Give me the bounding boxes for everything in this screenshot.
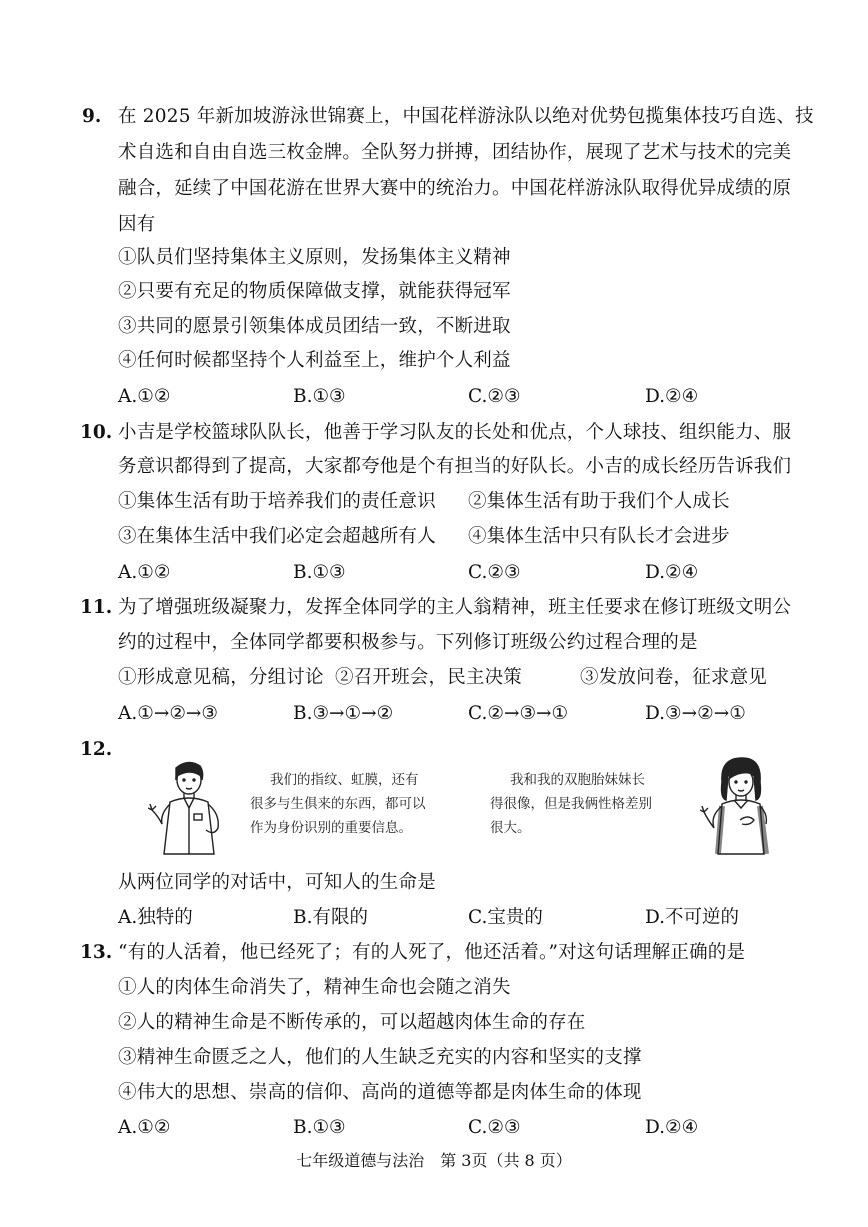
- statement-item: ③精神生命匮乏之人，他们的人生缺乏充实的内容和坚实的支撑: [118, 1047, 642, 1068]
- statement-item: ②只要有充足的物质保障做支撑，就能获得冠军: [118, 281, 511, 302]
- option-b: B.①③: [293, 386, 346, 407]
- answer-options: [118, 561, 758, 585]
- option-d: D.②④: [645, 562, 699, 583]
- speech-text-right: 我和我的双胞胎妹妹长: [510, 772, 645, 788]
- answer-options: [118, 702, 758, 726]
- statement-item: ①队员们坚持集体主义原则，发扬集体主义精神: [118, 247, 511, 268]
- option-a: A.①②: [118, 1117, 171, 1138]
- question-stem-line: 小吉是学校篮球队队长，他善于学习队友的长处和优点，个人球技、组织能力、服: [118, 422, 792, 443]
- statement-item: ③发放问卷，征求意见: [580, 667, 768, 688]
- option-b: B.③→①→②: [293, 703, 394, 724]
- question-number: 9.: [82, 106, 102, 127]
- statement-item: ③共同的愿景引领集体成员团结一致，不断进取: [118, 316, 511, 337]
- speech-text-left: 很多与生俱来的东西，都可以: [250, 796, 426, 812]
- option-c: C.②③: [468, 1117, 521, 1138]
- statement-item: ①形成意见稿，分组讨论: [118, 667, 324, 688]
- option-b: B.有限的: [293, 907, 368, 928]
- option-a: A.独特的: [118, 907, 193, 928]
- question-stem-line: “有的人活着，他已经死了；有的人死了，他还活着。”对这句话理解正确的是: [118, 942, 746, 963]
- option-c: C.②③: [468, 562, 521, 583]
- question-stem-line: 在 2025 年新加坡游泳世锦赛上，中国花样游泳队以绝对优势包揽集体技巧自选、技: [118, 106, 814, 127]
- option-d: D.不可逆的: [645, 907, 740, 928]
- option-c: C.②→③→①: [468, 703, 569, 724]
- answer-options: [118, 385, 758, 409]
- statement-item: ③在集体生活中我们必定会超越所有人: [118, 526, 436, 547]
- question-number: 12.: [80, 739, 113, 760]
- option-c: C.宝贵的: [468, 907, 543, 928]
- option-d: D.②④: [645, 386, 699, 407]
- question-number: 10.: [80, 422, 113, 443]
- question-stem-line: 融合，延续了中国花游在世界大赛中的统治力。中国花样游泳队取得优异成绩的原: [118, 178, 792, 199]
- option-c: C.②③: [468, 386, 521, 407]
- page-footer: 七年级道德与法治 第 3页（共 8 页）: [296, 1151, 572, 1170]
- question-stem-line: 为了增强班级凝聚力，发挥全体同学的主人翁精神，班主任要求在修订班级文明公: [118, 597, 792, 618]
- question-stem-line: 务意识都得到了提高，大家都夸他是个有担当的好队长。小吉的成长经历告诉我们: [118, 456, 792, 477]
- speech-text-left: 作为身份识别的重要信息。: [250, 820, 412, 836]
- answer-options: [118, 906, 758, 930]
- option-a: A.①②: [118, 386, 171, 407]
- speech-text-right: 很大。: [490, 820, 531, 836]
- question-number: 11.: [80, 597, 113, 618]
- statement-item: ②人的精神生命是不断传承的，可以超越肉体生命的存在: [118, 1012, 586, 1033]
- statement-item: ②集体生活有助于我们个人成长: [468, 491, 730, 512]
- speech-text-left: 我们的指纹、虹膜，还有: [270, 772, 419, 788]
- statement-item: ④任何时候都坚持个人利益至上，维护个人利益: [118, 350, 511, 371]
- girl-illustration: [700, 754, 782, 856]
- option-b: B.①③: [293, 562, 346, 583]
- speech-text-right: 得很像，但是我俩性格差别: [490, 796, 652, 812]
- statement-item: ②召开班会，民主决策: [335, 667, 523, 688]
- statement-item: ④集体生活中只有队长才会进步: [468, 526, 730, 547]
- option-d: D.②④: [645, 1117, 699, 1138]
- question-stem-line: 术自选和自由自选三枚金牌。全队努力拼搏，团结协作，展现了艺术与技术的完美: [118, 142, 792, 163]
- question-stem-line: 约的过程中，全体同学都要积极参与。下列修订班级公约过程合理的是: [118, 632, 698, 653]
- option-b: B.①③: [293, 1117, 346, 1138]
- statement-item: ④伟大的思想、崇高的信仰、高尚的道德等都是肉体生命的体现: [118, 1082, 642, 1103]
- statement-item: ①集体生活有助于培养我们的责任意识: [118, 491, 436, 512]
- question-stem-line: 因有: [118, 214, 156, 235]
- option-a: A.①②: [118, 562, 171, 583]
- question-stem-line: 从两位同学的对话中，可知人的生命是: [118, 872, 436, 893]
- question-number: 13.: [80, 942, 113, 963]
- boy-illustration: [148, 758, 230, 856]
- option-a: A.①→②→③: [118, 703, 218, 724]
- answer-options: [118, 1116, 758, 1140]
- statement-item: ①人的肉体生命消失了，精神生命也会随之消失: [118, 977, 511, 998]
- option-d: D.③→②→①: [645, 703, 746, 724]
